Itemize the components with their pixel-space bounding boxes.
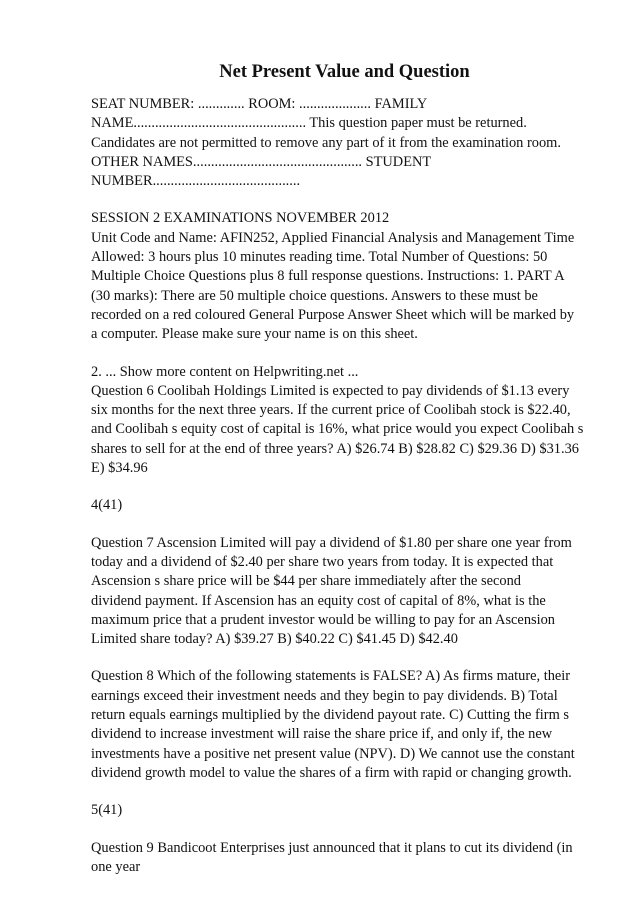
text-line: and Coolibah s equity cost of capital is 16%, what price would you expect Coolibah s [91,421,584,438]
session-info-block [91,209,598,344]
document-title: Net Present Value and Question [219,62,470,82]
text-line: Question 8 Which of the following statements is FALSE? A) As firms mature, their [91,668,571,685]
text-line: one year [91,858,141,875]
text-line: SESSION 2 EXAMINATIONS NOVEMBER 2012 [91,210,390,227]
text-line: NUMBER......................................... [91,173,301,190]
text-line: dividend growth model to value the shares of a firm with rapid or changing growth. [91,764,572,781]
text-line: shares to sell for at the end of three years? A) $26.74 B) $28.82 C) $29.36 D) $31.36 [91,440,579,457]
question-9-block [91,839,598,878]
text-line: Unit Code and Name: AFIN252, Applied Financial Analysis and Management Time [91,229,575,246]
page-marker [91,801,598,820]
text-line: NAME................................................ This question paper must be returned. [91,115,527,132]
text-line: Question 9 Bandicoot Enterprises just announced that it plans to cut its dividend (in [91,839,573,856]
text-line: OTHER NAMES............................................... STUDENT [91,153,432,170]
text-line: maximum price that a prudent investor would be willing to pay for an Ascension [91,611,555,628]
question-6-block [91,363,598,479]
text-line: recorded on a red coloured General Purpose Answer Sheet which will be marked by [91,306,575,323]
text-line: today and a dividend of $2.40 per share two years from today. It is expected that [91,553,554,570]
text-line: Ascension s share price will be $44 per share immediately after the second [91,573,521,590]
text-line: SEAT NUMBER: ............. ROOM: .................... FAMILY [91,96,428,112]
text-line: E) $34.96 [91,460,148,477]
text-line: 5(41) [91,802,123,819]
text-line: a computer. Please make sure your name is on this sheet. [91,326,418,343]
text-line: Question 7 Ascension Limited will pay a dividend of $1.80 per share one year from [91,534,572,551]
text-line: return equals earnings multiplied by the dividend payout rate. C) Cutting the firm s [91,707,569,724]
text-line: Limited share today? A) $39.27 B) $40.22 C) $41.45 D) $42.40 [91,631,458,648]
text-line: Multiple Choice Questions plus 8 full response questions. Instructions: 1. PART A [91,268,565,285]
text-line: dividend payment. If Ascension has an equity cost of capital of 8%, what is the [91,592,546,609]
text-line: 4(41) [91,497,123,514]
question-7-block [91,534,598,650]
text-line: dividend to increase investment will raise the share price if, and only if, the new [91,726,553,743]
text-line: earnings exceed their investment needs and they begin to pay dividends. B) Total [91,687,558,704]
text-line: Allowed: 3 hours plus 10 minutes reading time. Total Number of Questions: 50 [91,249,548,266]
text-line: investments have a positive net present value (NPV). D) We cannot use the constant [91,745,575,762]
question-8-block [91,667,598,783]
page-marker [91,496,598,515]
text-line: Candidates are not permitted to remove any part of it from the examination room. [91,134,561,151]
exam-header-block [91,95,598,191]
text-line: Question 6 Coolibah Holdings Limited is expected to pay dividends of $1.13 every [91,382,570,399]
text-line: six months for the next three years. If the current price of Coolibah stock is $22.40, [91,402,571,419]
text-line: (30 marks): There are 50 multiple choice questions. Answers to these must be [91,287,538,304]
text-line: 2. ... Show more content on Helpwriting.net ... [91,363,359,380]
